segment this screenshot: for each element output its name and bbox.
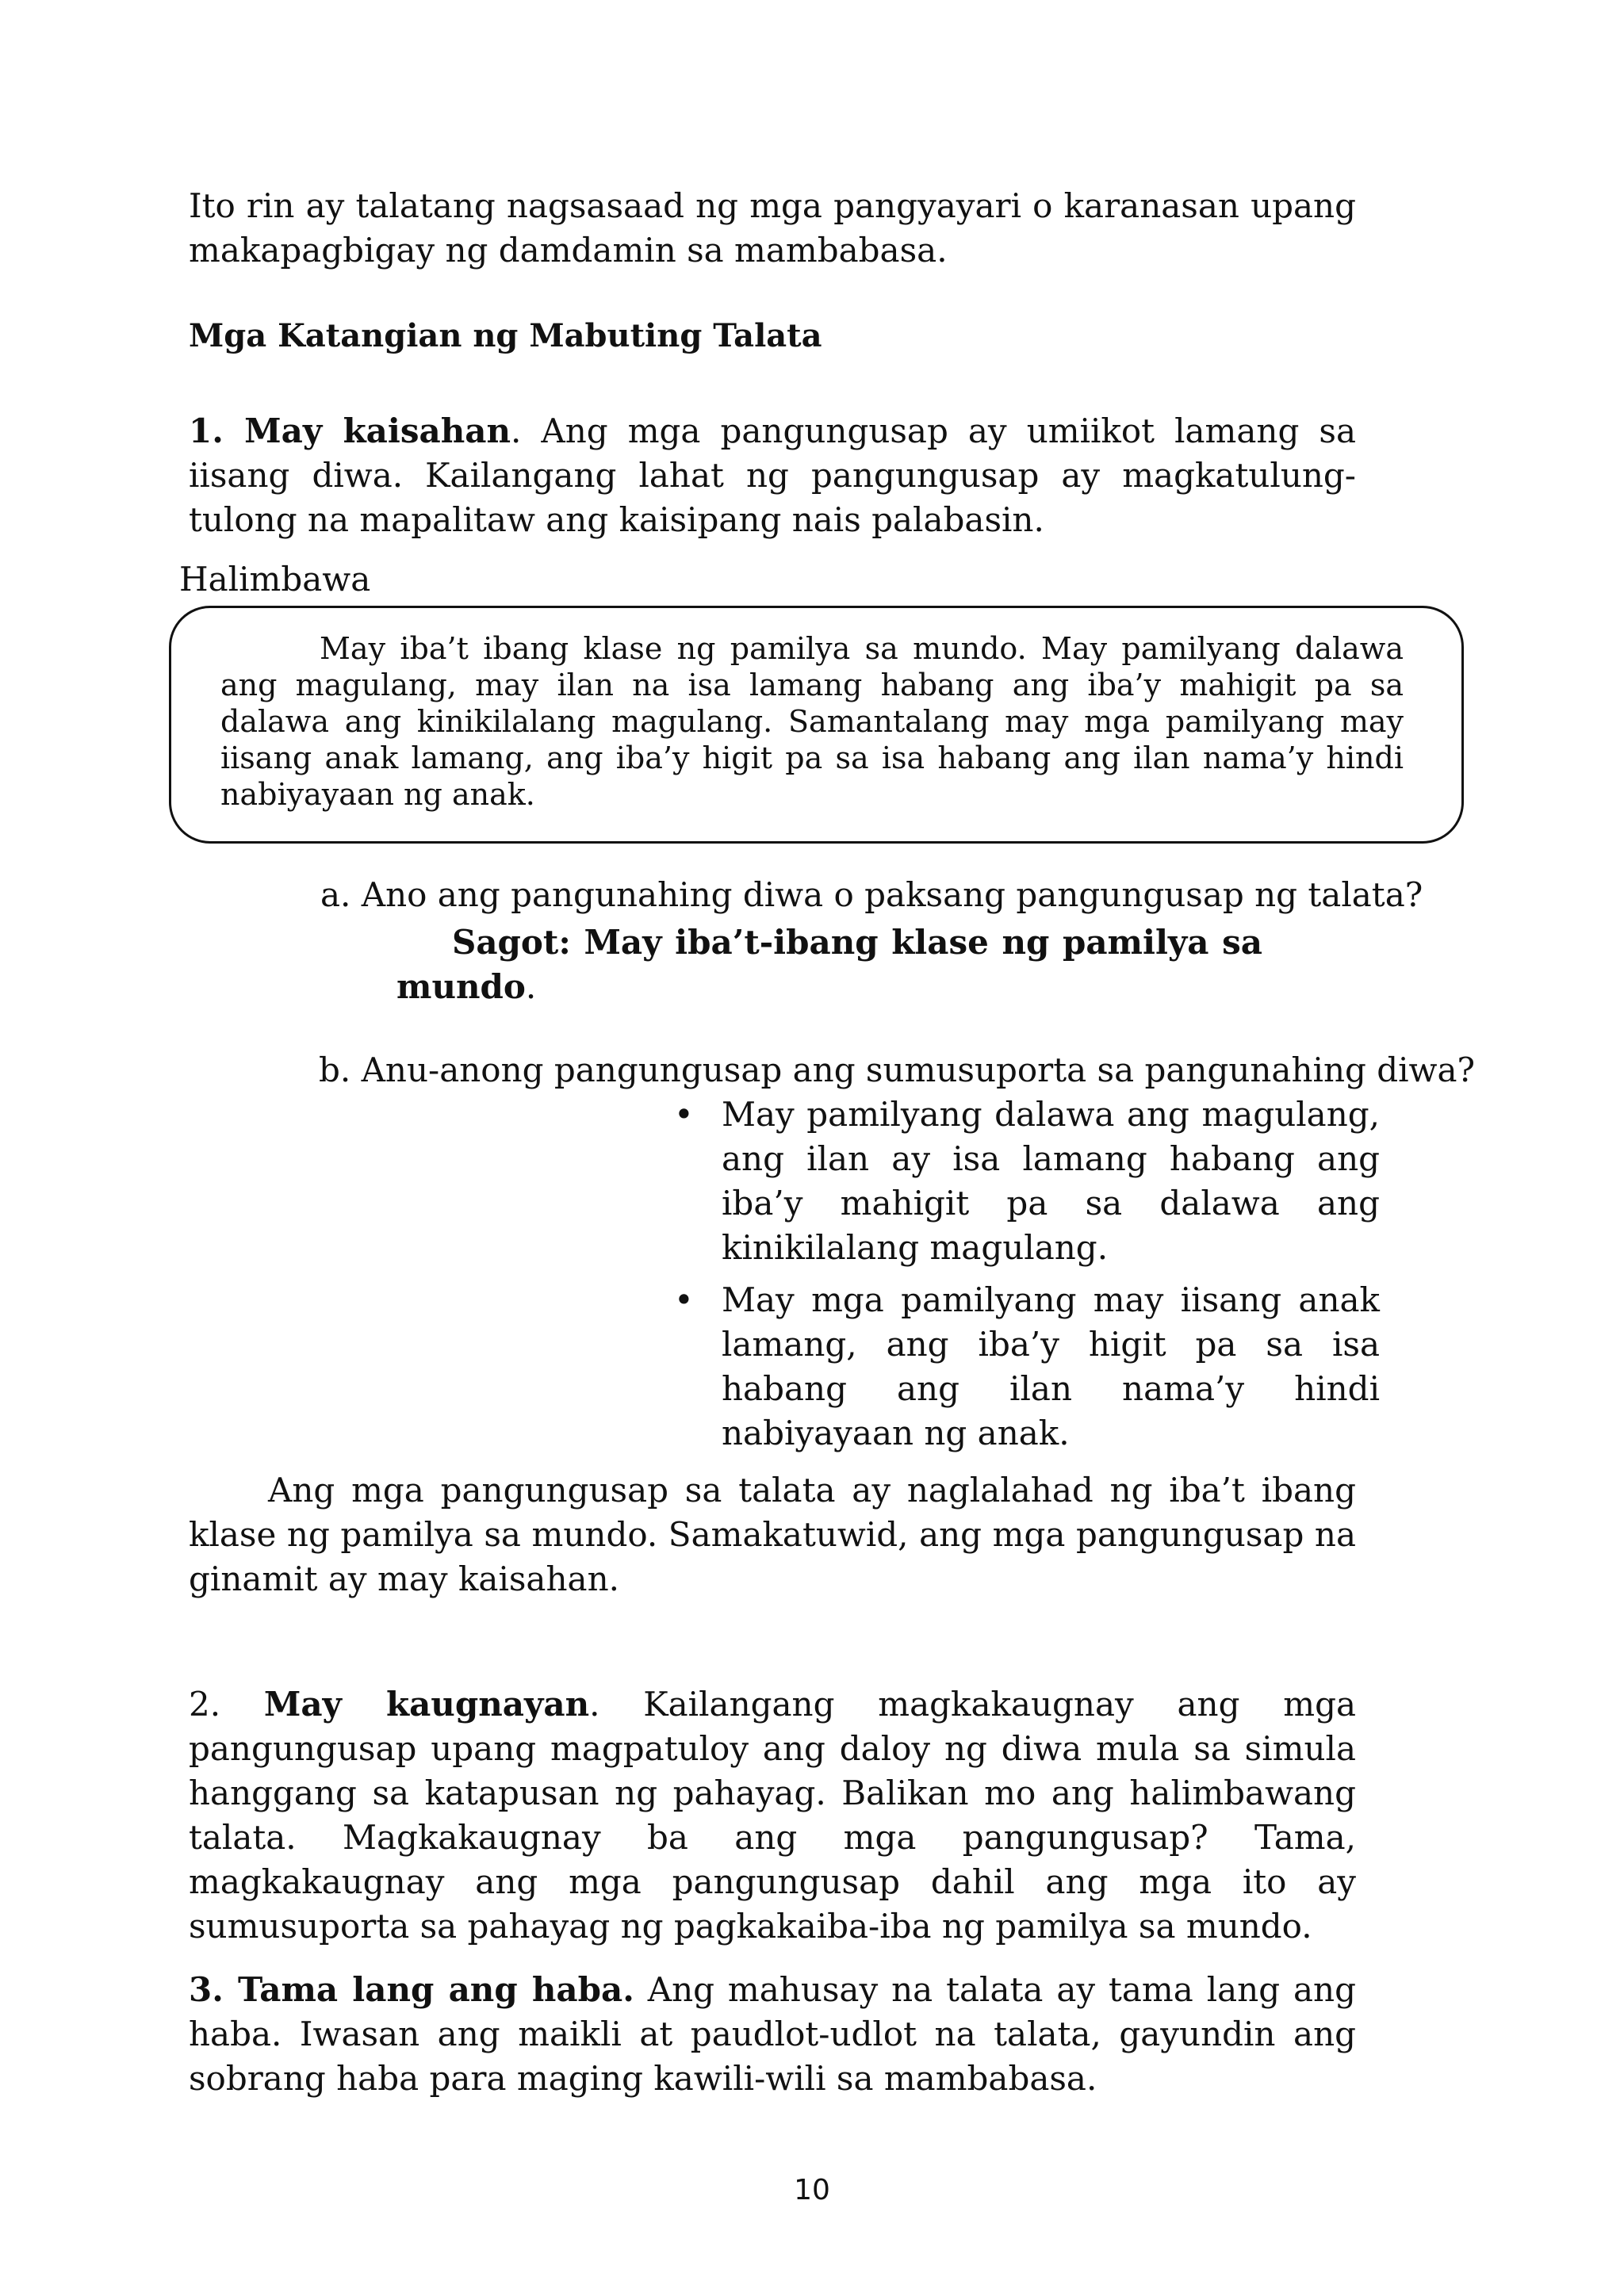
answer-a xyxy=(396,920,1262,1009)
item2-paragraph xyxy=(189,1682,1356,1949)
example-text: May iba’t ibang klase ng pamilya sa mundo. May pamilyang dalawa ang magulang, may ilan na isa lamang habang ang iba’y mahigit pa sa dalawa ang kinikilalang magulang. Samantalang may mga pamilyang may iisang anak lamang, ang iba’y higit pa sa isa habang ang ilan nama’y hindi nabiyayaan ng anak. xyxy=(220,631,1404,812)
item3-body: Ang mahusay na talata ay tama lang ang haba. Iwasan ang maikli at paudlot-udlot na talata, gayundin ang sobrang haba para maging kawili-wili sa mambabasa. xyxy=(189,1970,1356,2098)
question-a: a. Ano ang pangunahing diwa o paksang pangungusap ng talata? xyxy=(320,875,1423,914)
answer-a-text: Sagot: May iba’t-ibang klase ng pamilya sa mundo xyxy=(396,923,1262,1006)
supporting-sentences-list xyxy=(666,1093,1380,1464)
answer-a-end: . xyxy=(525,967,537,1006)
item3-term: 3. Tama lang ang haba. xyxy=(189,1970,634,2009)
conclusion-paragraph: Ang mga pangungusap sa talata ay naglalahad ng iba’t ibang klase ng pamilya sa mundo. Samakatuwid, ang mga pangungusap na ginamit ay may kaisahan. xyxy=(189,1471,1356,1598)
item2-body: . Kailangang magkakaugnay ang mga pangungusap upang magpatuloy ang daloy ng diwa mula sa simula hanggang sa katapusan ng pahayag. Balikan mo ang halimbawang talata. Magkakaugnay ba ang mga pangungusap? Tama, magkakaugnay ang mga pangungusap dahil ang mga ito ay sumusuporta sa pahayag ng pagkakaiba-iba ng pamilya sa mundo. xyxy=(189,1685,1356,1946)
bullet-icon: • xyxy=(674,1095,694,1134)
item1-term: 1. May kaisahan xyxy=(189,411,511,450)
example-label: Halimbawa xyxy=(179,560,371,599)
bullet-text: May pamilyang dalawa ang magulang, ang ilan ay isa lamang habang ang iba’y mahigit pa sa dalawa ang kinikilalang magulang. xyxy=(722,1095,1380,1267)
question-b: b. Anu-anong pangungusap ang sumusuporta sa pangunahing diwa? xyxy=(319,1050,1476,1089)
bullet-icon: • xyxy=(674,1280,694,1319)
intro-paragraph: Ito rin ay talatang nagsasaad ng mga pangyayari o karanasan upang makapagbigay ng damdamin sa mambabasa. xyxy=(189,186,1356,270)
bullet-text: May mga pamilyang may iisang anak lamang, ang iba’y higit pa sa isa habang ang ilan nama’y hindi nabiyayaan ng anak. xyxy=(722,1280,1380,1452)
item2-number: 2. xyxy=(189,1685,264,1724)
item2-term: May kaugnayan xyxy=(263,1685,590,1724)
page-number: 10 xyxy=(794,2174,830,2206)
item1-body: . Ang mga pangungusap ay umiikot lamang sa iisang diwa. Kailangang lahat ng pangungusap ay magkatulung-tulong na mapalitaw ang kaisipang nais palabasin. xyxy=(189,411,1356,539)
list-item xyxy=(666,1093,1380,1270)
list-item xyxy=(666,1278,1380,1456)
item3-paragraph xyxy=(189,1968,1356,2101)
section-title: Mga Katangian ng Mabuting Talata xyxy=(189,317,822,354)
item1-paragraph xyxy=(189,409,1356,542)
